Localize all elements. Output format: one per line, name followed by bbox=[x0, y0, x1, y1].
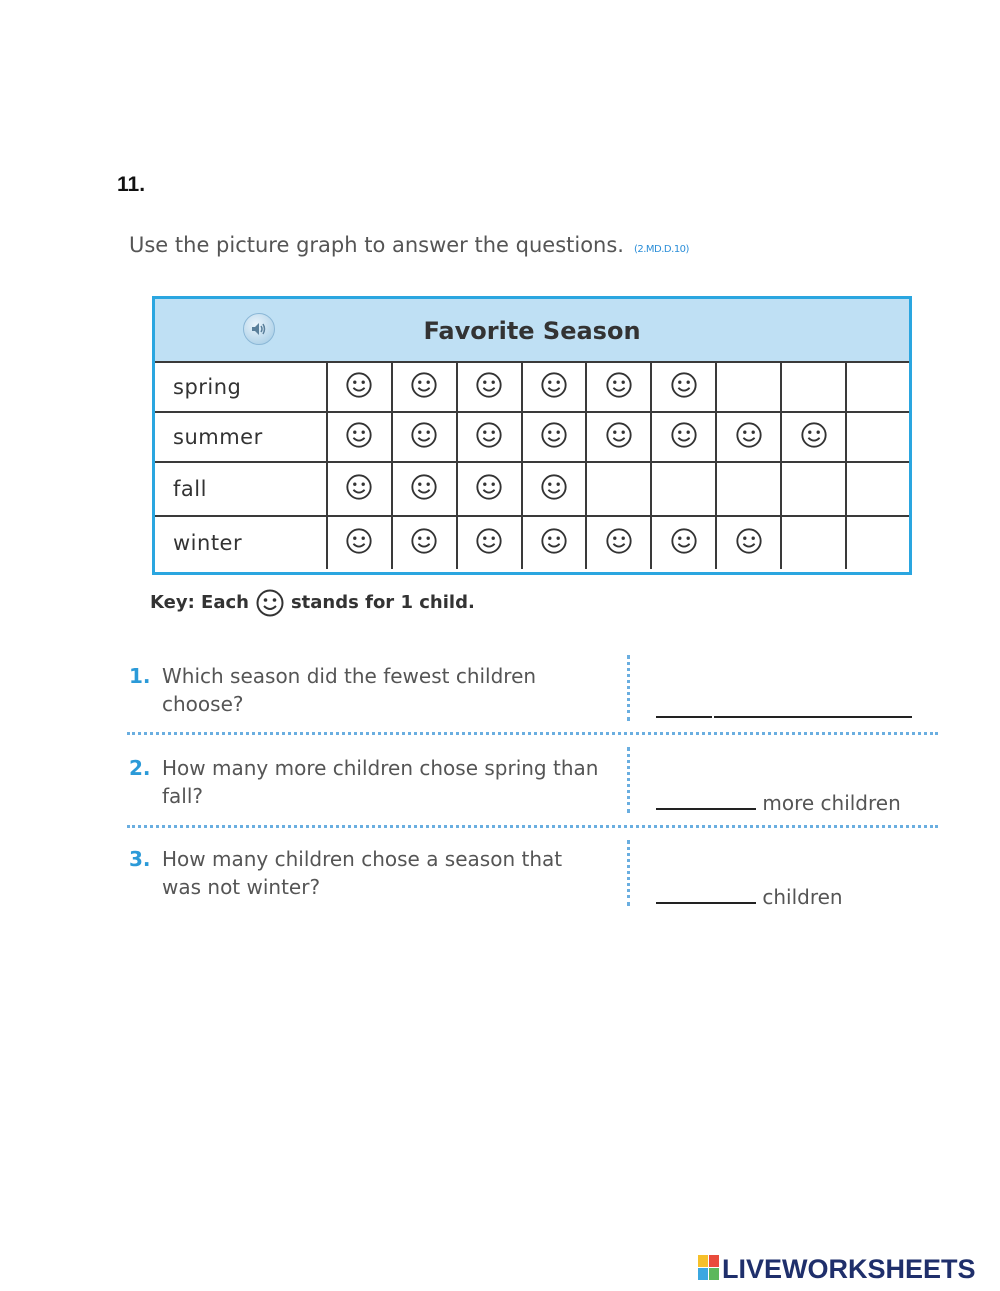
smiley-icon bbox=[345, 540, 373, 559]
graph-cell bbox=[457, 462, 522, 516]
answer-2-suffix: more children bbox=[762, 791, 901, 815]
graph-cell bbox=[522, 462, 587, 516]
smiley-icon bbox=[735, 540, 763, 559]
instruction bbox=[129, 233, 689, 257]
graph-cell bbox=[586, 412, 651, 462]
graph-header bbox=[155, 299, 909, 363]
row-label: fall bbox=[155, 462, 327, 516]
graph-cell bbox=[651, 412, 716, 462]
answer-3[interactable] bbox=[656, 882, 843, 909]
smiley-icon bbox=[410, 434, 438, 453]
divider bbox=[627, 747, 630, 813]
graph-cell bbox=[522, 363, 587, 412]
answer-1[interactable] bbox=[656, 696, 912, 723]
graph-cell bbox=[392, 412, 457, 462]
answer-blank[interactable] bbox=[656, 788, 756, 810]
graph-title: Favorite Season bbox=[423, 317, 641, 345]
graph-cell bbox=[781, 412, 846, 462]
graph-cell bbox=[716, 462, 781, 516]
smiley-icon bbox=[670, 434, 698, 453]
graph-row-winter bbox=[155, 516, 909, 569]
question-3-text: How many children chose a season that was not winter? bbox=[162, 847, 563, 899]
smiley-icon bbox=[345, 384, 373, 403]
graph-cell bbox=[457, 363, 522, 412]
liveworksheets-logo bbox=[698, 1254, 976, 1285]
graph-cell bbox=[716, 412, 781, 462]
key-before: Key: Each bbox=[150, 592, 249, 613]
graph-cell bbox=[716, 363, 781, 412]
question-2 bbox=[129, 754, 602, 810]
smiley-icon bbox=[540, 384, 568, 403]
row-label: spring bbox=[155, 363, 327, 412]
graph-cell bbox=[586, 363, 651, 412]
graph-grid bbox=[155, 363, 909, 569]
smiley-icon bbox=[540, 434, 568, 453]
answer-blank[interactable] bbox=[656, 882, 756, 904]
graph-cell bbox=[781, 363, 846, 412]
question-3 bbox=[129, 845, 602, 901]
question-2-number: 2. bbox=[129, 756, 151, 780]
smiley-icon bbox=[475, 486, 503, 505]
row-divider bbox=[127, 732, 938, 735]
smiley-icon bbox=[800, 434, 828, 453]
graph-cell bbox=[457, 412, 522, 462]
graph-cell bbox=[716, 516, 781, 569]
smiley-icon bbox=[410, 540, 438, 559]
answer-2[interactable] bbox=[656, 788, 901, 815]
graph-cell bbox=[651, 462, 716, 516]
graph-cell bbox=[586, 516, 651, 569]
row-label: summer bbox=[155, 412, 327, 462]
smiley-icon bbox=[410, 384, 438, 403]
graph-cell bbox=[846, 516, 909, 569]
question-2-text: How many more children chose spring than fall? bbox=[162, 756, 599, 808]
question-1-text: Which season did the fewest children choose? bbox=[162, 664, 537, 716]
graph-cell bbox=[327, 363, 392, 412]
key-after: stands for 1 child. bbox=[290, 592, 475, 613]
graph-cell bbox=[846, 363, 909, 412]
graph-cell bbox=[327, 462, 392, 516]
smiley-icon bbox=[540, 540, 568, 559]
graph-row-summer bbox=[155, 412, 909, 462]
graph-cell bbox=[392, 363, 457, 412]
smiley-icon bbox=[255, 588, 285, 618]
smiley-icon bbox=[735, 434, 763, 453]
smiley-icon bbox=[345, 434, 373, 453]
graph-cell bbox=[586, 462, 651, 516]
question-number: 11. bbox=[117, 173, 146, 196]
question-1-number: 1. bbox=[129, 664, 151, 688]
row-label: winter bbox=[155, 516, 327, 569]
graph-cell bbox=[457, 516, 522, 569]
smiley-icon bbox=[540, 486, 568, 505]
graph-row-spring bbox=[155, 363, 909, 412]
graph-cell bbox=[392, 516, 457, 569]
graph-cell bbox=[522, 516, 587, 569]
answer-blank[interactable] bbox=[714, 696, 912, 718]
graph-cell bbox=[846, 412, 909, 462]
graph-row-fall bbox=[155, 462, 909, 516]
graph-cell bbox=[651, 516, 716, 569]
graph-cell bbox=[651, 363, 716, 412]
graph-cell bbox=[522, 412, 587, 462]
question-1 bbox=[129, 662, 602, 718]
instruction-text: Use the picture graph to answer the questions. bbox=[129, 233, 624, 257]
divider bbox=[627, 655, 630, 721]
smiley-icon bbox=[605, 540, 633, 559]
question-3-number: 3. bbox=[129, 847, 151, 871]
answer-3-suffix: children bbox=[762, 885, 843, 909]
smiley-icon bbox=[345, 486, 373, 505]
graph-key bbox=[150, 588, 475, 618]
graph-cell bbox=[327, 412, 392, 462]
divider bbox=[627, 840, 630, 906]
smiley-icon bbox=[410, 486, 438, 505]
smiley-icon bbox=[670, 384, 698, 403]
graph-cell bbox=[846, 462, 909, 516]
answer-blank[interactable] bbox=[656, 696, 712, 718]
graph-cell bbox=[392, 462, 457, 516]
logo-mark-icon bbox=[698, 1255, 720, 1281]
smiley-icon bbox=[475, 434, 503, 453]
smiley-icon bbox=[670, 540, 698, 559]
standard-code: (2.MD.D.10) bbox=[633, 244, 689, 255]
smiley-icon bbox=[475, 540, 503, 559]
graph-cell bbox=[327, 516, 392, 569]
graph-cell bbox=[781, 462, 846, 516]
graph-cell bbox=[781, 516, 846, 569]
picture-graph bbox=[152, 296, 912, 575]
smiley-icon bbox=[605, 434, 633, 453]
smiley-icon bbox=[605, 384, 633, 403]
logo-text: LIVEWORKSHEETS bbox=[722, 1254, 976, 1284]
row-divider bbox=[127, 825, 938, 828]
smiley-icon bbox=[475, 384, 503, 403]
